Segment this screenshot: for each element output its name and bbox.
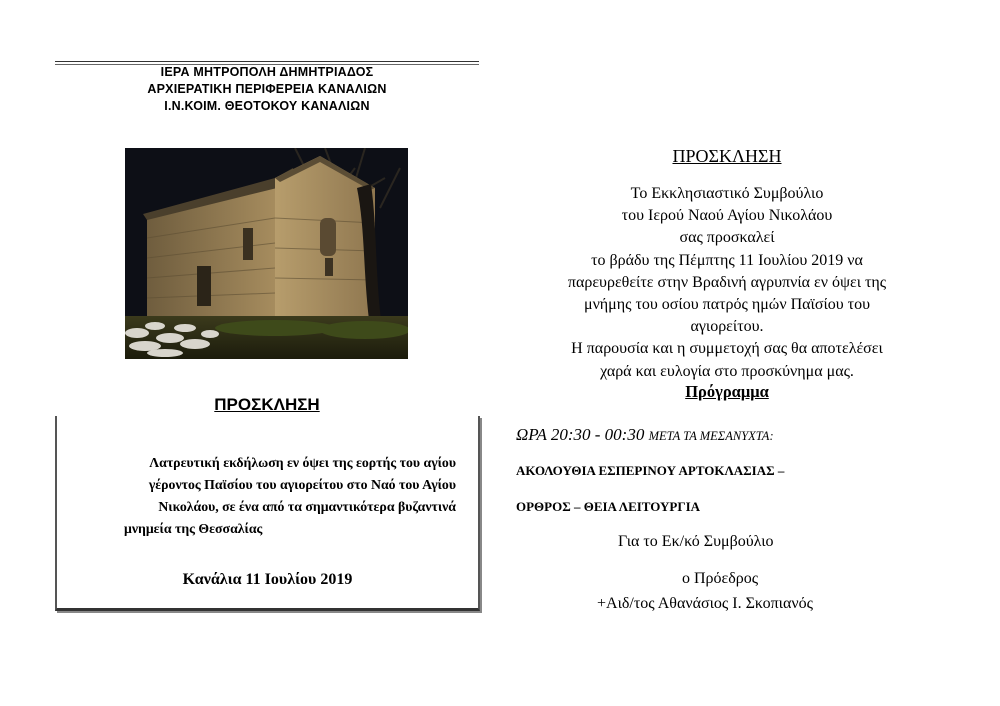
description-line: Λατρευτική εκδήλωση εν όψει της εορτής του αγίου xyxy=(149,455,456,470)
church-illustration xyxy=(125,148,408,359)
body-line: Το Εκκλησιαστικό Συμβούλιο xyxy=(630,185,824,202)
body-line: παρευρεθείτε στην Βραδινή αγρυπνία εν όψει της xyxy=(567,273,887,291)
schedule-time xyxy=(516,425,774,445)
header-parish: Ι.Ν.ΚΟΙΜ. ΘΕΟΤΟΚΟΥ ΚΑΝΑΛΙΩΝ xyxy=(164,99,370,113)
body-line: το βράδυ της Πέμπτης 11 Ιουλίου 2019 να xyxy=(591,251,863,269)
description-line: γέροντος Παϊσίου του αγιορείτου στο Ναό του Αγίου xyxy=(148,477,456,492)
event-description xyxy=(80,452,456,540)
header-top-rule xyxy=(55,61,479,62)
signature-name: +Αιδ/τος Αθανάσιος Ι. Σκοπιανός xyxy=(597,595,813,612)
body-line: του Ιερού Ναού Αγίου Νικολάου xyxy=(621,207,833,225)
church-photo xyxy=(125,148,408,359)
right-invitation-title: ΠΡΟΣΚΛΗΣΗ xyxy=(672,146,782,166)
signature-council: Για το Εκ/κό Συμβούλιο xyxy=(618,533,774,550)
body-line: χαρά και ευλογία στο προσκύνημα μας. xyxy=(600,362,854,380)
body-line: Η παρουσία και η συμμετοχή σας θα αποτελέσει xyxy=(571,340,883,358)
description-line: μνημεία της Θεσσαλίας xyxy=(124,521,263,536)
body-line: αγιορείτου. xyxy=(690,318,764,336)
body-line: μνήμης του οσίου πατρός ημών Παϊσίου του xyxy=(583,296,871,314)
header-district: ΑΡΧΙΕΡΑΤΙΚΗ ΠΕΡΙΦΕΡΕΙΑ ΚΑΝΑΛΙΩΝ xyxy=(147,82,387,96)
time-note: ΜΕΤΑ ΤΑ ΜΕΣΑΝΥΧΤΑ: xyxy=(648,429,774,443)
program-heading: Πρόγραμμα xyxy=(685,382,769,401)
description-line: Νικολάου, σε ένα από τα σημαντικότερα βυζαντινά xyxy=(158,499,456,514)
body-line: σας προσκαλεί xyxy=(679,229,775,247)
header-metropolis: ΙΕΡΑ ΜΗΤΡΟΠΟΛΗ ΔΗΜΗΤΡΙΑΔΟΣ xyxy=(160,65,374,79)
time-range: ΩΡΑ 20:30 - 00:30 xyxy=(516,425,645,444)
service-matins-liturgy: ΟΡΘΡΟΣ – ΘΕΙΑ ΛΕΙΤΟΥΡΓΙΑ xyxy=(516,499,701,514)
service-vespers: ΑΚΟΛΟΥΘΙΑ ΕΣΠΕΡΙΝΟΥ ΑΡΤΟΚΛΑΣΙΑΣ – xyxy=(516,463,785,478)
invitation-body xyxy=(505,183,949,383)
event-date: Κανάλια 11 Ιουλίου 2019 xyxy=(182,571,353,588)
left-invitation-title: ΠΡΟΣΚΛΗΣΗ xyxy=(214,395,320,414)
signature-role: ο Πρόεδρος xyxy=(682,570,759,587)
